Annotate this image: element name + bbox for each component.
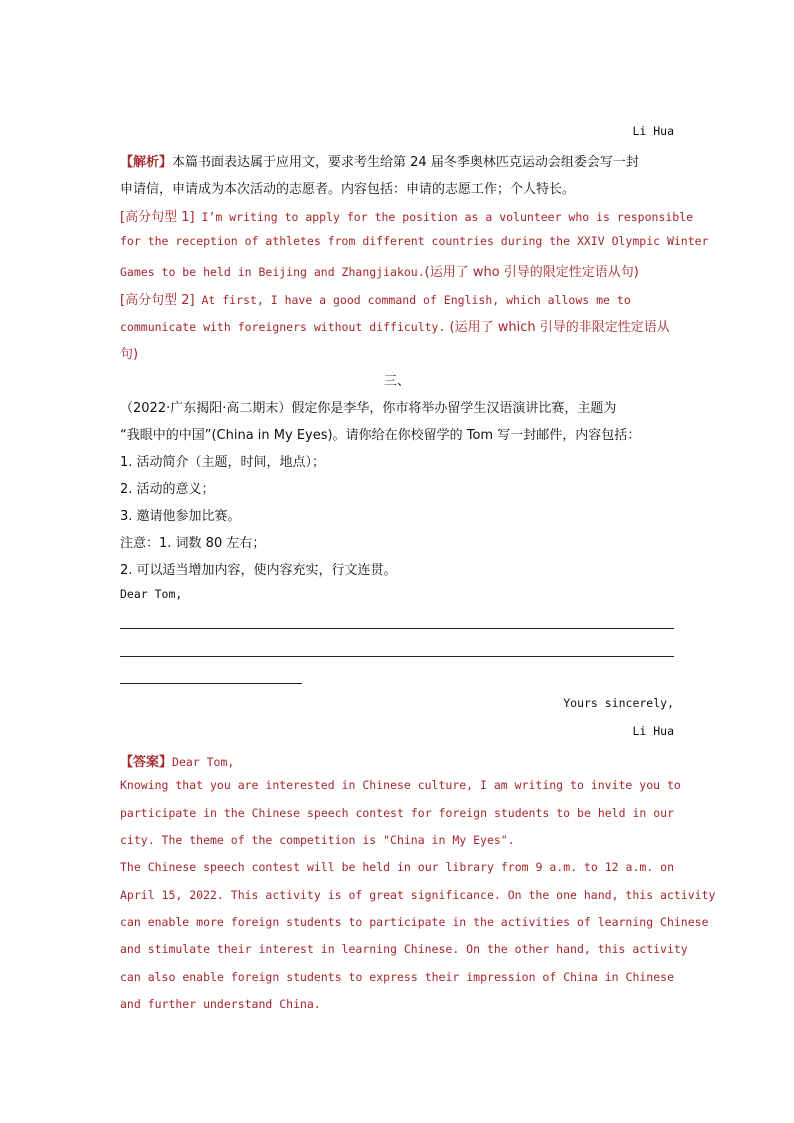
question-item-1: 1. 活动简介（主题，时间，地点）；	[120, 455, 326, 470]
analysis-line-1	[120, 151, 674, 170]
pattern1-line-3	[120, 261, 674, 280]
section-number: 三、	[383, 374, 410, 389]
answer-line-7: and stimulate their interest in learning Chinese. On the other hand, this activity	[120, 942, 688, 956]
writing-line-3	[120, 683, 302, 684]
pattern2-note: (运用了 which 引导的非限定性定语从	[445, 320, 670, 335]
question-item-2: 2. 活动的意义；	[120, 482, 215, 497]
answer-line-9: and further understand China.	[120, 997, 321, 1011]
answer-line-1: Knowing that you are interested in Chinese culture, I am writing to invite you to	[120, 778, 681, 792]
pattern2-line-3: 句)	[120, 347, 139, 362]
question-closing: Yours sincerely,	[563, 696, 674, 710]
answer-salutation: Dear Tom,	[172, 755, 235, 769]
question-item-3: 3. 邀请他参加比赛。	[120, 509, 241, 524]
answer-line-2: participate in the Chinese speech contest for foreign students to be held in our	[120, 806, 674, 820]
question-line-1: （2022·广东揭阳·高二期末）假定你是李华，你市将举办留学生汉语演讲比赛，主题为	[120, 401, 617, 416]
answer-line-5: April 15, 2022. This activity is of great significance. On the one hand, this activity	[120, 888, 716, 902]
analysis-text-1: 本篇书面表达属于应用文，要求考生给第 24 届冬季奥林匹克运动会组委会写一封	[172, 155, 639, 170]
question-note-2: 2. 可以适当增加内容，使内容充实，行文连贯。	[120, 563, 397, 578]
pattern1-label: [高分句型 1]	[120, 210, 195, 225]
analysis-tag: 【解析】	[120, 155, 173, 170]
analysis-line-2: 申请信，申请成为本次活动的志愿者。内容包括：申请的志愿工作；个人特长。	[120, 182, 576, 197]
question-note-1: 注意：1. 词数 80 左右；	[120, 536, 266, 551]
answer-line-4: The Chinese speech contest will be held in our library from 9 a.m. to 12 a.m. on	[120, 860, 674, 874]
pattern1-line-2: for the reception of athletes from different countries during the XXIV Olympic Winter	[120, 234, 709, 248]
top-signature: Li Hua	[632, 124, 674, 138]
question-salutation: Dear Tom,	[120, 587, 183, 601]
pattern2-label: [高分句型 2]	[120, 293, 195, 308]
pattern2-text-1: At first, I have a good command of English, which allows me to	[194, 293, 631, 307]
question-signature: Li Hua	[632, 724, 674, 738]
pattern2-line-1	[120, 289, 674, 308]
question-line-2: “我眼中的中国”(China in My Eyes)。请你给在你校留学的 Tom 写一封邮件，内容包括：	[120, 428, 641, 443]
pattern2-text-2: communicate with foreigners without difficulty.	[120, 320, 446, 334]
pattern2-line-2	[120, 316, 674, 335]
writing-line-1	[120, 628, 674, 629]
writing-line-2	[120, 656, 674, 657]
pattern1-text-3: Games to be held in Beijing and Zhangjiakou.	[120, 265, 425, 279]
pattern1-note: (运用了 who 引导的限定性定语从句)	[424, 265, 639, 280]
answer-line-6: can enable more foreign students to participate in the activities of learning Chinese	[120, 915, 709, 929]
pattern1-line-1	[120, 206, 694, 225]
answer-tag: 【答案】	[120, 755, 173, 770]
answer-line-8: can also enable foreign students to express their impression of China in Chinese	[120, 970, 674, 984]
answer-heading	[120, 751, 674, 770]
pattern1-text-1: I’m writing to apply for the position as a volunteer who is responsible	[194, 210, 694, 224]
answer-line-3: city. The theme of the competition is "China in My Eyes".	[120, 833, 515, 847]
